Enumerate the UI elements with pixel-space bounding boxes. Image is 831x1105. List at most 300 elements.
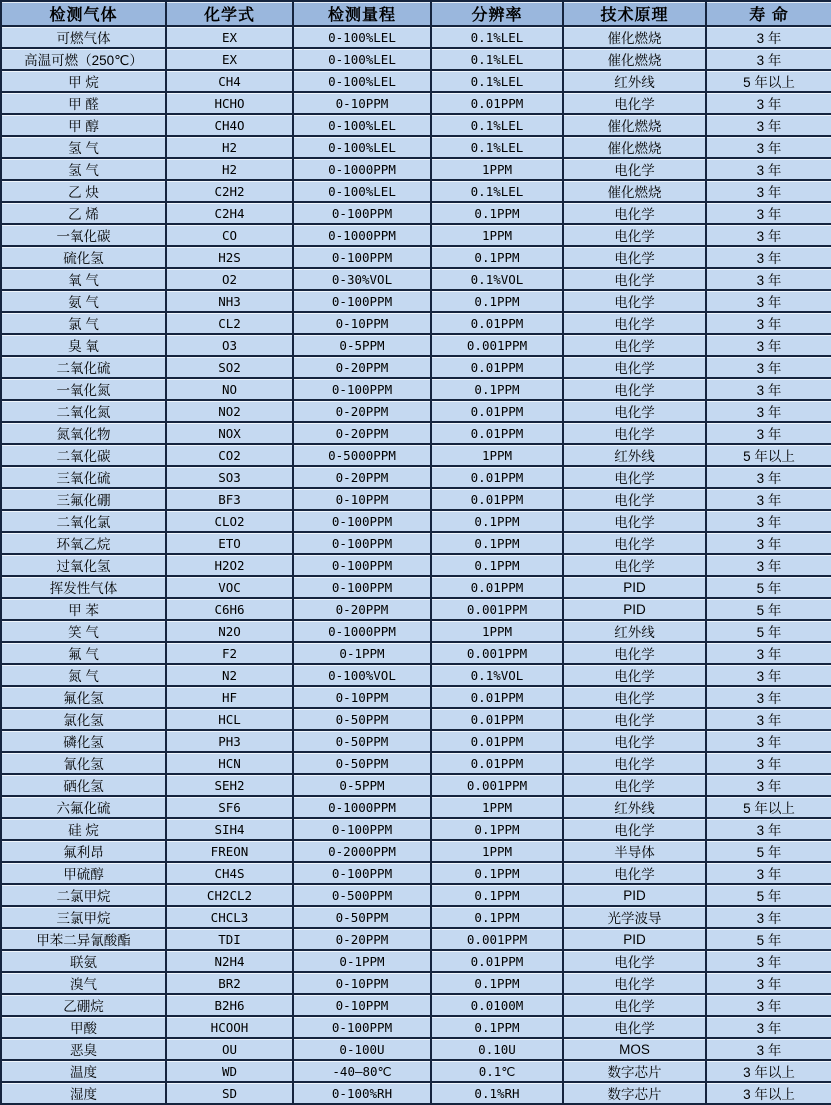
cell-gas: 甲 烷 (1, 70, 166, 92)
cell-range: 0-20PPM (293, 928, 431, 950)
cell-range: 0-100PPM (293, 202, 431, 224)
cell-formula: CH2CL2 (166, 884, 293, 906)
cell-lifetime: 5 年 (706, 884, 831, 906)
cell-lifetime: 3 年 (706, 466, 831, 488)
cell-formula: SIH4 (166, 818, 293, 840)
cell-resolution: 0.001PPM (431, 334, 563, 356)
cell-principle: 电化学 (563, 92, 706, 114)
cell-resolution: 0.001PPM (431, 598, 563, 620)
table-row (1, 180, 831, 202)
cell-lifetime: 5 年 (706, 928, 831, 950)
cell-formula: BR2 (166, 972, 293, 994)
cell-gas: 甲酸 (1, 1016, 166, 1038)
cell-principle: 红外线 (563, 70, 706, 92)
cell-gas: 可燃气体 (1, 26, 166, 48)
cell-resolution: 0.1PPM (431, 202, 563, 224)
table-row (1, 158, 831, 180)
table-row (1, 26, 831, 48)
cell-resolution: 1PPM (431, 224, 563, 246)
cell-resolution: 0.1%LEL (431, 70, 563, 92)
cell-gas: 氟化氢 (1, 686, 166, 708)
cell-formula: HCHO (166, 92, 293, 114)
cell-formula: OU (166, 1038, 293, 1060)
cell-resolution: 0.1%LEL (431, 136, 563, 158)
cell-gas: 环氧乙烷 (1, 532, 166, 554)
table-row (1, 686, 831, 708)
cell-lifetime: 3 年 (706, 906, 831, 928)
table-row (1, 1060, 831, 1082)
cell-lifetime: 3 年 (706, 378, 831, 400)
cell-resolution: 0.1%LEL (431, 114, 563, 136)
cell-gas: 湿度 (1, 1082, 166, 1104)
cell-range: 0-20PPM (293, 466, 431, 488)
cell-principle: 红外线 (563, 444, 706, 466)
cell-range: 0-10PPM (293, 312, 431, 334)
header-cell-principle: 技术原理 (563, 1, 706, 26)
table-row (1, 576, 831, 598)
cell-formula: CHCL3 (166, 906, 293, 928)
cell-range: 0-5000PPM (293, 444, 431, 466)
cell-range: 0-20PPM (293, 356, 431, 378)
cell-formula: TDI (166, 928, 293, 950)
cell-formula: F2 (166, 642, 293, 664)
table-row (1, 620, 831, 642)
cell-principle: 电化学 (563, 246, 706, 268)
cell-lifetime: 3 年 (706, 158, 831, 180)
table-row (1, 92, 831, 114)
cell-principle: 电化学 (563, 818, 706, 840)
cell-gas: 臭 氧 (1, 334, 166, 356)
cell-range: 0-10PPM (293, 972, 431, 994)
cell-lifetime: 3 年 (706, 862, 831, 884)
cell-resolution: 0.001PPM (431, 642, 563, 664)
cell-formula: HCOOH (166, 1016, 293, 1038)
cell-formula: N2O (166, 620, 293, 642)
cell-formula: H2S (166, 246, 293, 268)
cell-principle: 电化学 (563, 642, 706, 664)
cell-gas: 氮 气 (1, 664, 166, 686)
cell-formula: EX (166, 48, 293, 70)
cell-principle: 数字芯片 (563, 1082, 706, 1104)
cell-gas: 过氧化氢 (1, 554, 166, 576)
cell-formula: B2H6 (166, 994, 293, 1016)
cell-resolution: 0.01PPM (431, 356, 563, 378)
cell-principle: 电化学 (563, 972, 706, 994)
cell-lifetime: 5 年 (706, 620, 831, 642)
cell-principle: 催化燃烧 (563, 48, 706, 70)
cell-resolution: 1PPM (431, 840, 563, 862)
cell-lifetime: 3 年 (706, 180, 831, 202)
table-row (1, 400, 831, 422)
table-row (1, 334, 831, 356)
cell-principle: 电化学 (563, 686, 706, 708)
cell-formula: VOC (166, 576, 293, 598)
table-row (1, 224, 831, 246)
cell-resolution: 0.1PPM (431, 378, 563, 400)
cell-range: 0-100%LEL (293, 26, 431, 48)
cell-range: 0-10PPM (293, 92, 431, 114)
cell-gas: 二氧化氯 (1, 510, 166, 532)
cell-principle: 电化学 (563, 664, 706, 686)
cell-gas: 硒化氢 (1, 774, 166, 796)
cell-formula: SF6 (166, 796, 293, 818)
cell-principle: 光学波导 (563, 906, 706, 928)
cell-resolution: 0.01PPM (431, 92, 563, 114)
table-row (1, 1038, 831, 1060)
cell-principle: 数字芯片 (563, 1060, 706, 1082)
table-row (1, 422, 831, 444)
cell-resolution: 0.1%RH (431, 1082, 563, 1104)
table-row (1, 510, 831, 532)
cell-gas: 一氧化氮 (1, 378, 166, 400)
table-row (1, 48, 831, 70)
table-row (1, 862, 831, 884)
cell-principle: 电化学 (563, 774, 706, 796)
cell-range: 0-1PPM (293, 642, 431, 664)
cell-range: 0-100PPM (293, 510, 431, 532)
cell-principle: 电化学 (563, 378, 706, 400)
cell-range: 0-100%VOL (293, 664, 431, 686)
cell-range: 0-100PPM (293, 554, 431, 576)
cell-lifetime: 5 年以上 (706, 444, 831, 466)
cell-gas: 乙硼烷 (1, 994, 166, 1016)
table-row (1, 1082, 831, 1104)
cell-resolution: 0.1%LEL (431, 48, 563, 70)
cell-range: 0-1000PPM (293, 620, 431, 642)
cell-resolution: 0.01PPM (431, 466, 563, 488)
cell-principle: 催化燃烧 (563, 136, 706, 158)
cell-principle: 电化学 (563, 466, 706, 488)
cell-lifetime: 3 年 (706, 730, 831, 752)
cell-formula: SEH2 (166, 774, 293, 796)
cell-lifetime: 3 年 (706, 554, 831, 576)
cell-principle: 电化学 (563, 730, 706, 752)
cell-principle: PID (563, 928, 706, 950)
table-row (1, 884, 831, 906)
cell-formula: NO (166, 378, 293, 400)
cell-formula: HCL (166, 708, 293, 730)
cell-lifetime: 3 年 (706, 994, 831, 1016)
cell-gas: 氢 气 (1, 136, 166, 158)
cell-formula: C2H4 (166, 202, 293, 224)
table-row (1, 906, 831, 928)
cell-resolution: 0.1PPM (431, 290, 563, 312)
table-row (1, 246, 831, 268)
cell-formula: WD (166, 1060, 293, 1082)
header-cell-lifetime: 寿 命 (706, 1, 831, 26)
table-row (1, 70, 831, 92)
cell-range: 0-1000PPM (293, 224, 431, 246)
cell-lifetime: 3 年 (706, 114, 831, 136)
header-cell-gas: 检测气体 (1, 1, 166, 26)
cell-gas: 联氨 (1, 950, 166, 972)
cell-formula: C6H6 (166, 598, 293, 620)
cell-formula: N2H4 (166, 950, 293, 972)
cell-lifetime: 5 年 (706, 576, 831, 598)
table-row (1, 840, 831, 862)
cell-lifetime: 3 年 (706, 422, 831, 444)
cell-formula: NO2 (166, 400, 293, 422)
cell-lifetime: 3 年 (706, 752, 831, 774)
cell-lifetime: 3 年 (706, 1016, 831, 1038)
cell-lifetime: 3 年 (706, 136, 831, 158)
cell-resolution: 0.01PPM (431, 686, 563, 708)
cell-gas: 硫化氢 (1, 246, 166, 268)
cell-lifetime: 3 年 (706, 664, 831, 686)
header-cell-resolution: 分辨率 (431, 1, 563, 26)
cell-resolution: 0.1PPM (431, 510, 563, 532)
cell-lifetime: 3 年 (706, 224, 831, 246)
cell-principle: 电化学 (563, 950, 706, 972)
cell-resolution: 1PPM (431, 158, 563, 180)
cell-gas: 三氯甲烷 (1, 906, 166, 928)
header-cell-range: 检测量程 (293, 1, 431, 26)
cell-gas: 氧 气 (1, 268, 166, 290)
cell-formula: CH4 (166, 70, 293, 92)
cell-gas: 氨 气 (1, 290, 166, 312)
cell-range: 0-100%LEL (293, 180, 431, 202)
cell-principle: PID (563, 576, 706, 598)
cell-formula: CO2 (166, 444, 293, 466)
cell-gas: 二氧化氮 (1, 400, 166, 422)
table-header (1, 1, 831, 26)
cell-resolution: 0.01PPM (431, 400, 563, 422)
cell-range: 0-10PPM (293, 994, 431, 1016)
cell-range: 0-100PPM (293, 290, 431, 312)
cell-resolution: 0.10U (431, 1038, 563, 1060)
cell-resolution: 0.01PPM (431, 422, 563, 444)
cell-principle: 电化学 (563, 708, 706, 730)
cell-principle: 电化学 (563, 334, 706, 356)
cell-gas: 笑 气 (1, 620, 166, 642)
cell-range: 0-2000PPM (293, 840, 431, 862)
cell-resolution: 0.01PPM (431, 752, 563, 774)
header-cell-formula: 化学式 (166, 1, 293, 26)
table-row (1, 488, 831, 510)
table-row (1, 1016, 831, 1038)
cell-range: 0-5PPM (293, 774, 431, 796)
cell-lifetime: 3 年 (706, 92, 831, 114)
cell-resolution: 0.1PPM (431, 818, 563, 840)
cell-resolution: 0.1PPM (431, 862, 563, 884)
cell-range: 0-100PPM (293, 576, 431, 598)
cell-range: 0-100%RH (293, 1082, 431, 1104)
table-row (1, 444, 831, 466)
cell-principle: 催化燃烧 (563, 114, 706, 136)
cell-range: 0-30%VOL (293, 268, 431, 290)
cell-range: 0-10PPM (293, 686, 431, 708)
cell-range: 0-1PPM (293, 950, 431, 972)
cell-formula: H2 (166, 158, 293, 180)
cell-gas: 硅 烷 (1, 818, 166, 840)
cell-gas: 温度 (1, 1060, 166, 1082)
cell-range: 0-20PPM (293, 422, 431, 444)
cell-principle: MOS (563, 1038, 706, 1060)
cell-gas: 溴气 (1, 972, 166, 994)
cell-resolution: 1PPM (431, 796, 563, 818)
cell-gas: 氰化氢 (1, 752, 166, 774)
table-header-row (1, 1, 831, 26)
table-row (1, 928, 831, 950)
table-row (1, 708, 831, 730)
cell-lifetime: 3 年 (706, 510, 831, 532)
cell-resolution: 0.001PPM (431, 928, 563, 950)
table-row (1, 114, 831, 136)
cell-lifetime: 3 年 (706, 312, 831, 334)
cell-resolution: 0.1%LEL (431, 26, 563, 48)
cell-principle: 电化学 (563, 312, 706, 334)
cell-principle: 电化学 (563, 510, 706, 532)
cell-gas: 二氧化碳 (1, 444, 166, 466)
table-row (1, 752, 831, 774)
cell-formula: O3 (166, 334, 293, 356)
cell-formula: HF (166, 686, 293, 708)
cell-gas: 挥发性气体 (1, 576, 166, 598)
cell-resolution: 1PPM (431, 620, 563, 642)
cell-principle: 电化学 (563, 532, 706, 554)
table-row (1, 268, 831, 290)
cell-principle: 红外线 (563, 796, 706, 818)
cell-resolution: 0.0100M (431, 994, 563, 1016)
cell-gas: 高温可燃（250℃） (1, 48, 166, 70)
cell-formula: SO3 (166, 466, 293, 488)
cell-lifetime: 3 年 (706, 686, 831, 708)
cell-gas: 甲苯二异氰酸酯 (1, 928, 166, 950)
table-row (1, 642, 831, 664)
cell-resolution: 0.001PPM (431, 774, 563, 796)
cell-principle: 电化学 (563, 268, 706, 290)
cell-lifetime: 3 年 (706, 642, 831, 664)
cell-gas: 氯化氢 (1, 708, 166, 730)
cell-lifetime: 3 年 (706, 290, 831, 312)
cell-gas: 恶臭 (1, 1038, 166, 1060)
cell-lifetime: 3 年 (706, 1038, 831, 1060)
cell-resolution: 0.1%VOL (431, 268, 563, 290)
cell-range: 0-20PPM (293, 400, 431, 422)
cell-gas: 磷化氢 (1, 730, 166, 752)
cell-formula: HCN (166, 752, 293, 774)
cell-resolution: 0.1%LEL (431, 180, 563, 202)
cell-lifetime: 3 年 (706, 202, 831, 224)
cell-principle: 电化学 (563, 356, 706, 378)
cell-gas: 三氟化硼 (1, 488, 166, 510)
cell-resolution: 0.01PPM (431, 730, 563, 752)
cell-lifetime: 5 年 (706, 598, 831, 620)
cell-principle: PID (563, 598, 706, 620)
table-row (1, 796, 831, 818)
cell-lifetime: 3 年 (706, 48, 831, 70)
cell-range: 0-100PPM (293, 1016, 431, 1038)
cell-resolution: 0.01PPM (431, 950, 563, 972)
cell-gas: 三氧化硫 (1, 466, 166, 488)
cell-gas: 甲 醛 (1, 92, 166, 114)
cell-lifetime: 3 年 (706, 950, 831, 972)
cell-lifetime: 3 年 (706, 488, 831, 510)
table-row (1, 950, 831, 972)
cell-resolution: 0.1PPM (431, 972, 563, 994)
cell-principle: 电化学 (563, 752, 706, 774)
cell-lifetime: 3 年 (706, 26, 831, 48)
cell-resolution: 0.1PPM (431, 1016, 563, 1038)
cell-lifetime: 3 年 (706, 532, 831, 554)
cell-resolution: 0.1PPM (431, 884, 563, 906)
cell-formula: O2 (166, 268, 293, 290)
cell-gas: 乙 烯 (1, 202, 166, 224)
cell-gas: 甲 苯 (1, 598, 166, 620)
table-row (1, 136, 831, 158)
cell-range: -40—80℃ (293, 1060, 431, 1082)
cell-gas: 二氯甲烷 (1, 884, 166, 906)
cell-range: 0-10PPM (293, 488, 431, 510)
cell-formula: EX (166, 26, 293, 48)
cell-range: 0-100PPM (293, 246, 431, 268)
cell-principle: 半导体 (563, 840, 706, 862)
cell-lifetime: 3 年以上 (706, 1060, 831, 1082)
cell-gas: 氮氧化物 (1, 422, 166, 444)
cell-resolution: 0.01PPM (431, 488, 563, 510)
cell-lifetime: 3 年 (706, 334, 831, 356)
cell-principle: 电化学 (563, 994, 706, 1016)
table-row (1, 730, 831, 752)
table-row (1, 972, 831, 994)
cell-gas: 乙 炔 (1, 180, 166, 202)
cell-resolution: 0.1℃ (431, 1060, 563, 1082)
cell-lifetime: 3 年 (706, 708, 831, 730)
cell-range: 0-100%LEL (293, 136, 431, 158)
table-row (1, 356, 831, 378)
cell-formula: CO (166, 224, 293, 246)
cell-resolution: 0.1PPM (431, 906, 563, 928)
cell-formula: CLO2 (166, 510, 293, 532)
cell-range: 0-100PPM (293, 378, 431, 400)
cell-resolution: 0.01PPM (431, 708, 563, 730)
cell-range: 0-100U (293, 1038, 431, 1060)
cell-principle: 电化学 (563, 554, 706, 576)
cell-range: 0-50PPM (293, 708, 431, 730)
cell-principle: 电化学 (563, 488, 706, 510)
cell-lifetime: 3 年 (706, 356, 831, 378)
cell-range: 0-50PPM (293, 906, 431, 928)
cell-lifetime: 3 年 (706, 972, 831, 994)
cell-resolution: 0.1PPM (431, 554, 563, 576)
cell-gas: 甲 醇 (1, 114, 166, 136)
cell-formula: NOX (166, 422, 293, 444)
cell-formula: CH4S (166, 862, 293, 884)
table-row (1, 290, 831, 312)
cell-principle: 催化燃烧 (563, 26, 706, 48)
cell-range: 0-100%LEL (293, 48, 431, 70)
cell-principle: PID (563, 884, 706, 906)
cell-formula: C2H2 (166, 180, 293, 202)
cell-range: 0-100%LEL (293, 114, 431, 136)
cell-gas: 氢 气 (1, 158, 166, 180)
cell-range: 0-100PPM (293, 818, 431, 840)
cell-principle: 电化学 (563, 290, 706, 312)
cell-resolution: 0.1PPM (431, 246, 563, 268)
cell-range: 0-100PPM (293, 862, 431, 884)
table-row (1, 466, 831, 488)
cell-range: 0-5PPM (293, 334, 431, 356)
cell-formula: H2 (166, 136, 293, 158)
cell-principle: 电化学 (563, 862, 706, 884)
table-row (1, 994, 831, 1016)
cell-gas: 六氟化硫 (1, 796, 166, 818)
cell-lifetime: 3 年 (706, 246, 831, 268)
table-row (1, 532, 831, 554)
cell-principle: 电化学 (563, 202, 706, 224)
cell-principle: 电化学 (563, 224, 706, 246)
cell-gas: 氟利昂 (1, 840, 166, 862)
